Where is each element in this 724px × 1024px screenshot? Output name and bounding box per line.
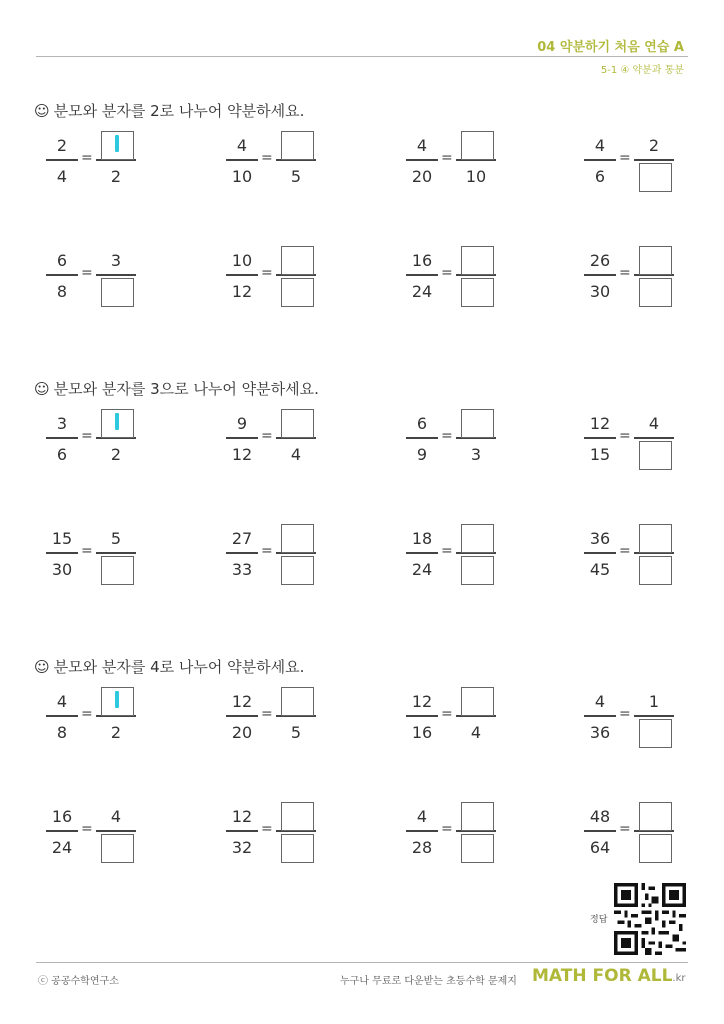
given-numerator: 6 — [56, 251, 68, 270]
given-numerator: 4 — [56, 692, 68, 711]
denominator-answer-box[interactable] — [461, 834, 494, 863]
given-numerator: 36 — [589, 529, 611, 548]
given-numerator: 4 — [594, 692, 606, 711]
fraction-bar — [226, 437, 258, 439]
numerator-answer-box[interactable] — [281, 687, 314, 716]
given-denominator: 20 — [411, 167, 433, 186]
answer-fraction-bar — [96, 830, 136, 832]
smile-icon: ☺ — [34, 658, 50, 676]
equals-sign: = — [619, 150, 631, 166]
numerator-answer-box[interactable] — [281, 524, 314, 553]
given-denominator: 15 — [589, 445, 611, 464]
logo-kr: .kr — [672, 973, 686, 984]
numerator-answer-box[interactable] — [639, 524, 672, 553]
numerator-answer-box[interactable] — [281, 409, 314, 438]
given-numerator: 15 — [51, 529, 73, 548]
fraction-bar — [406, 830, 438, 832]
fraction-problem — [40, 135, 170, 205]
equals-sign: = — [81, 150, 93, 166]
given-denominator: 64 — [589, 838, 611, 857]
given-numerator: 12 — [411, 692, 433, 711]
denominator-answer-box[interactable] — [101, 278, 134, 307]
hint-mark — [115, 691, 119, 708]
fraction-problem — [220, 691, 350, 761]
fraction-bar — [226, 552, 258, 554]
equals-sign: = — [81, 706, 93, 722]
fraction-problem — [400, 250, 530, 320]
numerator-answer-box[interactable] — [461, 131, 494, 160]
footer-divider — [36, 962, 688, 963]
logo-math: MATH — [532, 966, 593, 986]
answer-denominator: 10 — [465, 167, 487, 186]
answer-fraction-bar — [634, 437, 674, 439]
answer-denominator: 4 — [470, 723, 482, 742]
fraction-problem — [220, 250, 350, 320]
given-denominator: 8 — [56, 723, 68, 742]
given-denominator: 24 — [411, 282, 433, 301]
fraction-bar — [584, 437, 616, 439]
given-denominator: 30 — [51, 560, 73, 579]
section-instruction: 분모와 분자를 3으로 나누어 약분하세요. — [53, 380, 319, 398]
answer-numerator: 3 — [110, 251, 122, 270]
given-numerator: 16 — [411, 251, 433, 270]
fraction-bar — [584, 159, 616, 161]
answer-denominator: 3 — [470, 445, 482, 464]
answer-fraction-bar — [634, 715, 674, 717]
given-denominator: 24 — [411, 560, 433, 579]
equals-sign: = — [619, 428, 631, 444]
header-divider — [36, 56, 688, 57]
fraction-bar — [406, 437, 438, 439]
fraction-bar — [406, 274, 438, 276]
fraction-bar — [226, 159, 258, 161]
smile-icon: ☺ — [34, 102, 50, 120]
fraction-bar — [406, 552, 438, 554]
equals-sign: = — [619, 706, 631, 722]
equals-sign: = — [261, 821, 273, 837]
given-numerator: 4 — [594, 136, 606, 155]
equals-sign: = — [81, 543, 93, 559]
numerator-answer-box[interactable] — [281, 131, 314, 160]
section-title — [34, 100, 304, 121]
fraction-problem — [220, 806, 350, 876]
denominator-answer-box[interactable] — [281, 556, 314, 585]
answer-denominator: 5 — [290, 167, 302, 186]
fraction-bar — [226, 715, 258, 717]
denominator-answer-box[interactable] — [639, 278, 672, 307]
numerator-answer-box[interactable] — [461, 687, 494, 716]
smile-icon: ☺ — [34, 380, 50, 398]
answer-numerator: 4 — [648, 414, 660, 433]
equals-sign: = — [619, 265, 631, 281]
given-denominator: 16 — [411, 723, 433, 742]
answer-fraction-bar — [96, 552, 136, 554]
fraction-problem — [578, 413, 708, 483]
given-denominator: 36 — [589, 723, 611, 742]
equals-sign: = — [261, 543, 273, 559]
answer-denominator: 2 — [110, 167, 122, 186]
fraction-problem — [400, 413, 530, 483]
equals-sign: = — [81, 265, 93, 281]
given-numerator: 12 — [231, 807, 253, 826]
fraction-problem — [40, 806, 170, 876]
given-denominator: 9 — [416, 445, 428, 464]
fraction-problem — [578, 528, 708, 598]
fraction-problem — [40, 250, 170, 320]
section-title — [34, 378, 319, 399]
given-numerator: 6 — [416, 414, 428, 433]
fraction-problem — [578, 250, 708, 320]
denominator-answer-box[interactable] — [639, 163, 672, 192]
given-denominator: 28 — [411, 838, 433, 857]
answer-label: 정답 — [590, 915, 608, 925]
fraction-problem — [220, 135, 350, 205]
given-denominator: 32 — [231, 838, 253, 857]
equals-sign: = — [441, 543, 453, 559]
fraction-bar — [46, 552, 78, 554]
logo-forall: FOR ALL — [592, 966, 673, 986]
fraction-problem — [220, 413, 350, 483]
header-title: 04 약분하기 처음 연습 A — [537, 40, 684, 55]
given-numerator: 27 — [231, 529, 253, 548]
given-numerator: 4 — [236, 136, 248, 155]
qr-code-icon[interactable] — [614, 883, 686, 955]
fraction-problem — [220, 528, 350, 598]
fraction-problem — [400, 691, 530, 761]
given-numerator: 3 — [56, 414, 68, 433]
given-numerator: 4 — [416, 807, 428, 826]
answer-fraction-bar — [96, 274, 136, 276]
equals-sign: = — [619, 543, 631, 559]
fraction-bar — [46, 830, 78, 832]
given-numerator: 16 — [51, 807, 73, 826]
given-denominator: 6 — [56, 445, 68, 464]
answer-fraction-bar — [634, 159, 674, 161]
numerator-answer-box[interactable] — [281, 802, 314, 831]
given-denominator: 8 — [56, 282, 68, 301]
given-numerator: 9 — [236, 414, 248, 433]
hint-mark — [115, 135, 119, 152]
fraction-problem — [400, 135, 530, 205]
equals-sign: = — [261, 428, 273, 444]
numerator-answer-box[interactable] — [461, 409, 494, 438]
section-instruction: 분모와 분자를 2로 나누어 약분하세요. — [53, 102, 305, 120]
denominator-answer-box[interactable] — [639, 441, 672, 470]
numerator-answer-box[interactable] — [639, 246, 672, 275]
copyright-text: ⓒ 공공수학연구소 — [38, 976, 119, 987]
fraction-problem — [40, 691, 170, 761]
fraction-problem — [40, 528, 170, 598]
equals-sign: = — [441, 821, 453, 837]
denominator-answer-box[interactable] — [101, 834, 134, 863]
given-denominator: 20 — [231, 723, 253, 742]
given-denominator: 33 — [231, 560, 253, 579]
numerator-answer-box[interactable] — [461, 246, 494, 275]
numerator-answer-box[interactable] — [461, 524, 494, 553]
given-numerator: 10 — [231, 251, 253, 270]
given-denominator: 4 — [56, 167, 68, 186]
section-title — [34, 656, 304, 677]
given-denominator: 6 — [594, 167, 606, 186]
given-numerator: 26 — [589, 251, 611, 270]
answer-numerator: 1 — [648, 692, 660, 711]
fraction-bar — [46, 274, 78, 276]
given-denominator: 10 — [231, 167, 253, 186]
fraction-bar — [406, 159, 438, 161]
section-instruction: 분모와 분자를 4로 나누어 약분하세요. — [53, 658, 305, 676]
answer-denominator: 5 — [290, 723, 302, 742]
given-numerator: 12 — [589, 414, 611, 433]
fraction-bar — [46, 437, 78, 439]
fraction-bar — [584, 715, 616, 717]
given-numerator: 4 — [416, 136, 428, 155]
numerator-answer-box[interactable] — [461, 802, 494, 831]
equals-sign: = — [81, 428, 93, 444]
denominator-answer-box[interactable] — [639, 834, 672, 863]
given-denominator: 24 — [51, 838, 73, 857]
answer-numerator: 5 — [110, 529, 122, 548]
answer-numerator: 2 — [648, 136, 660, 155]
fraction-bar — [406, 715, 438, 717]
denominator-answer-box[interactable] — [101, 556, 134, 585]
fraction-problem — [578, 806, 708, 876]
given-numerator: 48 — [589, 807, 611, 826]
equals-sign: = — [261, 706, 273, 722]
equals-sign: = — [261, 150, 273, 166]
equals-sign: = — [619, 821, 631, 837]
footer-tagline: 누구나 무료로 다운받는 초등수학 문제지 — [340, 976, 517, 987]
given-denominator: 12 — [231, 445, 253, 464]
fraction-bar — [46, 159, 78, 161]
header-subtitle: 5-1 ④ 약분과 통분 — [600, 65, 684, 76]
equals-sign: = — [261, 265, 273, 281]
answer-denominator: 2 — [110, 723, 122, 742]
hint-mark — [115, 413, 119, 430]
denominator-answer-box[interactable] — [639, 556, 672, 585]
answer-denominator: 4 — [290, 445, 302, 464]
equals-sign: = — [441, 150, 453, 166]
given-denominator: 12 — [231, 282, 253, 301]
given-numerator: 12 — [231, 692, 253, 711]
fraction-bar — [584, 830, 616, 832]
fraction-bar — [46, 715, 78, 717]
equals-sign: = — [81, 821, 93, 837]
equals-sign: = — [441, 428, 453, 444]
fraction-bar — [584, 274, 616, 276]
given-denominator: 45 — [589, 560, 611, 579]
given-numerator: 2 — [56, 136, 68, 155]
fraction-problem — [40, 413, 170, 483]
fraction-bar — [226, 830, 258, 832]
equals-sign: = — [441, 265, 453, 281]
given-denominator: 30 — [589, 282, 611, 301]
denominator-answer-box[interactable] — [461, 278, 494, 307]
fraction-problem — [578, 691, 708, 761]
site-logo[interactable] — [532, 966, 686, 986]
fraction-problem — [400, 806, 530, 876]
denominator-answer-box[interactable] — [639, 719, 672, 748]
denominator-answer-box[interactable] — [461, 556, 494, 585]
fraction-problem — [400, 528, 530, 598]
numerator-answer-box[interactable] — [639, 802, 672, 831]
denominator-answer-box[interactable] — [281, 278, 314, 307]
denominator-answer-box[interactable] — [281, 834, 314, 863]
fraction-bar — [226, 274, 258, 276]
numerator-answer-box[interactable] — [281, 246, 314, 275]
fraction-problem — [578, 135, 708, 205]
fraction-bar — [584, 552, 616, 554]
equals-sign: = — [441, 706, 453, 722]
answer-denominator: 2 — [110, 445, 122, 464]
given-numerator: 18 — [411, 529, 433, 548]
answer-numerator: 4 — [110, 807, 122, 826]
